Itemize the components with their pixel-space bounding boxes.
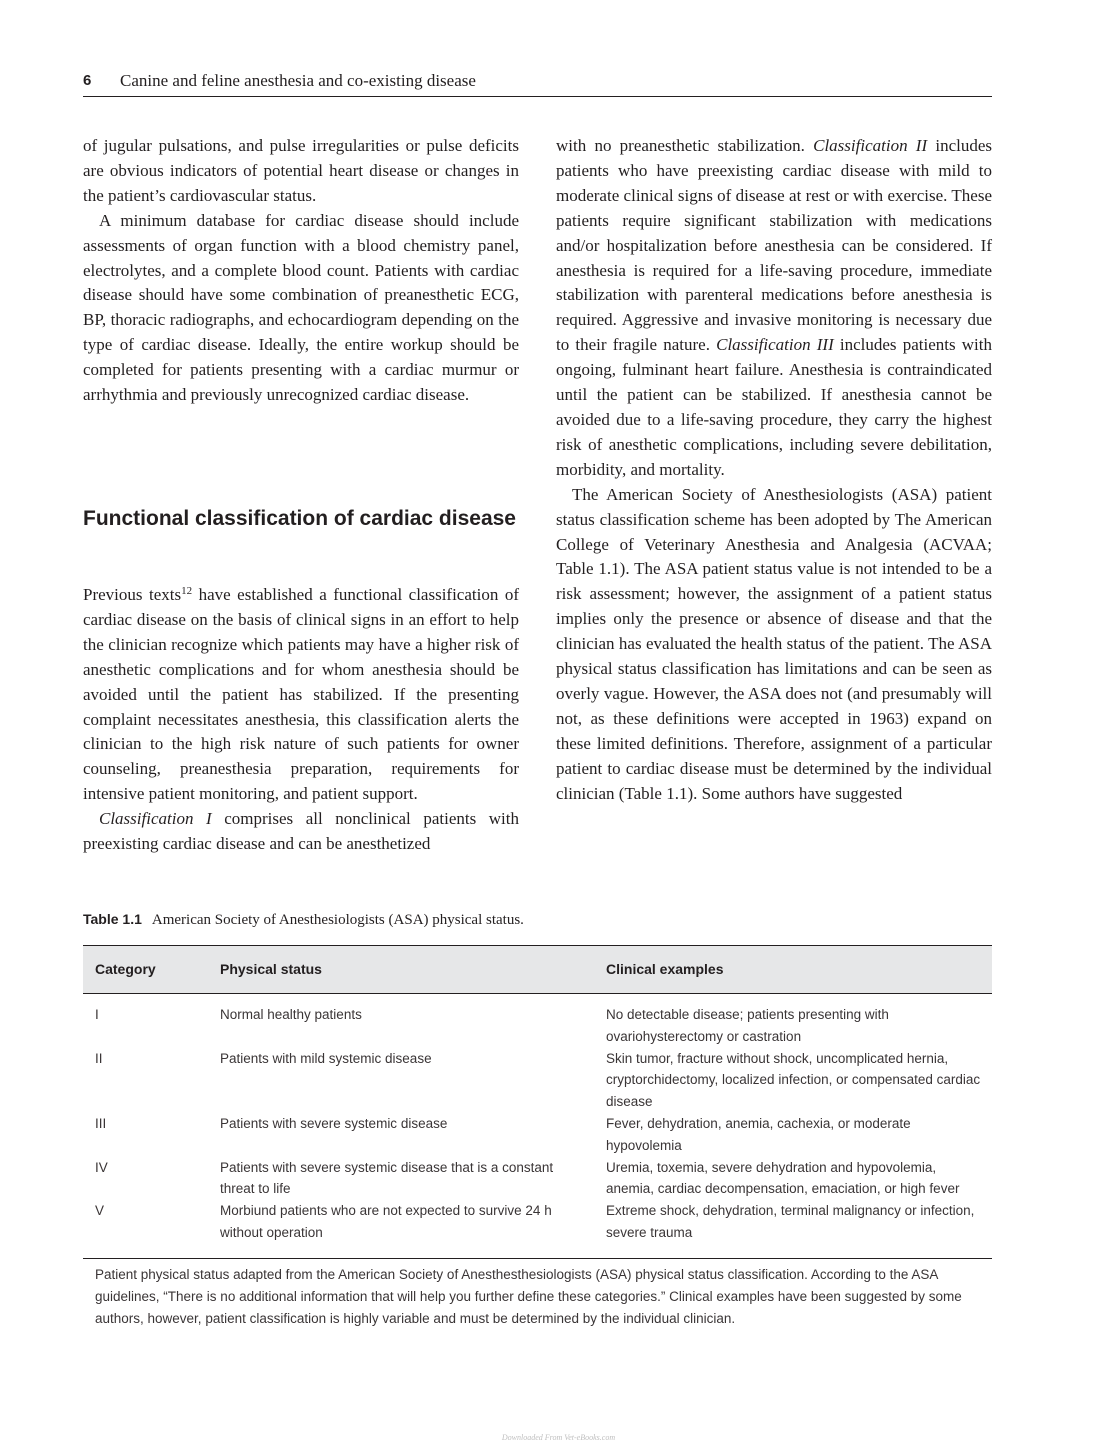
section-heading-wrap xyxy=(83,506,519,531)
section-heading: Functional classification of cardiac disease xyxy=(83,507,516,530)
italic-term: Classification I xyxy=(99,809,212,829)
table-row xyxy=(83,1200,992,1244)
running-title: Canine and feline anesthesia and co-existing disease xyxy=(120,71,476,90)
paragraph: The American Society of Anesthesiologists (ASA) patient status classification scheme has been adopted by The American College of Veterinary Anesthesia and Analgesia (ACVAA; Table 1.1). The ASA patient status value is not intended to be a risk assessment; however, the assignment of a patient status implies only the presence or absence of disease and that the clinician has evaluated the health status of the patient. The ASA physical status classification has limitations and can be seen as overly vague. However, the ASA does not (and presumably will not, as these definitions were accepted in 1963) expand on these limited definitions. Therefore, assignment of a particular patient to cardiac disease must be determined by the individual clinician (Table 1.1). Some authors have suggested xyxy=(556,484,992,803)
table-title: American Society of Anesthesiologists (ASA) physical status. xyxy=(151,912,524,928)
asa-table xyxy=(83,945,992,1259)
paragraph xyxy=(83,807,519,857)
cell-physical-status: Normal healthy patients xyxy=(220,1007,362,1022)
cell-category: III xyxy=(95,1115,107,1131)
table-caption xyxy=(83,911,992,929)
running-header xyxy=(83,68,992,97)
text-run: with no preanesthetic stabilization. xyxy=(556,136,814,155)
italic-term: Classification III xyxy=(716,335,834,355)
column-header-clinical-examples: Clinical examples xyxy=(606,961,724,977)
table-body xyxy=(83,994,992,1258)
column-header-category: Category xyxy=(95,961,156,977)
column-header-physical-status: Physical status xyxy=(220,961,322,977)
cell-physical-status: Patients with severe systemic disease xyxy=(220,1115,448,1131)
text-run: have established a functional classification of cardiac disease on the basis of clinical signs in an effort to help the clinician recognize which patients may have a higher risk of anesthetic complications and for whom anesthesia should be avoided until the patient has stabilized. If the presenting complaint necessitates anesthesia, this classification alerts the clinician to the high risk nature of such patients for owner counseling, preanesthesia preparation, requirements for intensive patient monitoring, and patient support. xyxy=(83,585,520,804)
cell-physical-status: Morbiund patients who are not expected to survive 24 h without operation xyxy=(220,1203,552,1240)
paragraph xyxy=(83,583,519,807)
table-row xyxy=(83,1113,992,1157)
left-column-bottom xyxy=(83,583,519,857)
watermark: Downloaded From Vet-eBooks.com xyxy=(501,1433,616,1442)
text-run: includes patients who have preexisting cardiac disease with mild to moderate clinical signs of disease at rest or with exercise. These patients require significant stabilization with medications and/or hospitalization before anesthesia can be considered. If anesthesia is required for a life-saving procedure, immediate stabilization with parenteral medications before anesthesia is required. Aggressive and invasive monitoring is necessary due to their fragile nature. xyxy=(556,136,992,355)
cell-physical-status: Patients with severe systemic disease that is a constant threat to life xyxy=(220,1159,554,1197)
cell-physical-status: Patients with mild systemic disease xyxy=(220,1050,432,1066)
cell-category: I xyxy=(95,1007,99,1022)
text-run: Previous texts xyxy=(83,585,182,604)
table-label: Table 1.1 xyxy=(83,911,142,927)
table-row xyxy=(83,1004,992,1048)
paragraph xyxy=(556,134,992,483)
cell-clinical-examples: Uremia, toxemia, severe dehydration and hypovolemia, anemia, cardiac decompensation, emaciation, or high fever xyxy=(606,1159,960,1197)
right-column xyxy=(556,134,992,806)
page-number: 6 xyxy=(83,72,92,89)
cell-category: V xyxy=(95,1203,105,1219)
cell-clinical-examples: No detectable disease; patients presenting with ovariohysterectomy or castration xyxy=(606,1007,889,1044)
table-row xyxy=(83,1157,992,1201)
paragraph: of jugular pulsations, and pulse irregularities or pulse deficits are obvious indicators of potential heart disease or changes in the patient’s cardiovascular status. xyxy=(83,136,519,205)
text-run: includes patients with ongoing, fulminant heart failure. Anesthesia is contraindicated until the patient can be stabilized. If anesthesia cannot be avoided due to a life-saving procedure, they carry the highest risk of anesthetic complications, including severe debilitation, morbidity, and mortality. xyxy=(556,335,992,479)
cell-clinical-examples: Extreme shock, dehydration, terminal malignancy or infection, severe trauma xyxy=(606,1203,975,1240)
cell-clinical-examples: Skin tumor, fracture without shock, uncomplicated hernia, cryptorchidectomy, localized infection, or compensated cardiac disease xyxy=(606,1050,981,1110)
cell-category: IV xyxy=(95,1159,108,1175)
cell-category: II xyxy=(95,1050,103,1066)
left-column-top xyxy=(83,134,519,408)
paragraph: A minimum database for cardiac disease should include assessments of organ function with a blood chemistry panel, electrolytes, and a complete blood count. Patients with cardiac disease should have some combination of preanesthetic ECG, BP, thoracic radiographs, and echocardiogram depending on the type of cardiac disease. Ideally, the entire workup should be completed for patients presenting with a cardiac murmur or arrhythmia and previously unrecognized cardiac disease. xyxy=(83,210,519,405)
italic-term: Classification II xyxy=(813,136,928,155)
table-footnote: Patient physical status adapted from the American Society of Anesthesthesiologists (ASA) physical status classification. According to the ASA guidelines, “There is no additional information that will help you further define these categories.” Clinical examples have been suggested by some authors, however, patient classification is highly variable and must be determined by the individual clinician. xyxy=(95,1267,962,1326)
cell-clinical-examples: Fever, dehydration, anemia, cachexia, or moderate hypovolemia xyxy=(606,1115,911,1153)
reference-number: 12 xyxy=(181,585,193,597)
text-run: comprises all nonclinical patients with preexisting cardiac disease and can be anesthetized xyxy=(83,809,519,854)
table-header-row xyxy=(83,946,992,994)
table-row xyxy=(83,1048,992,1113)
